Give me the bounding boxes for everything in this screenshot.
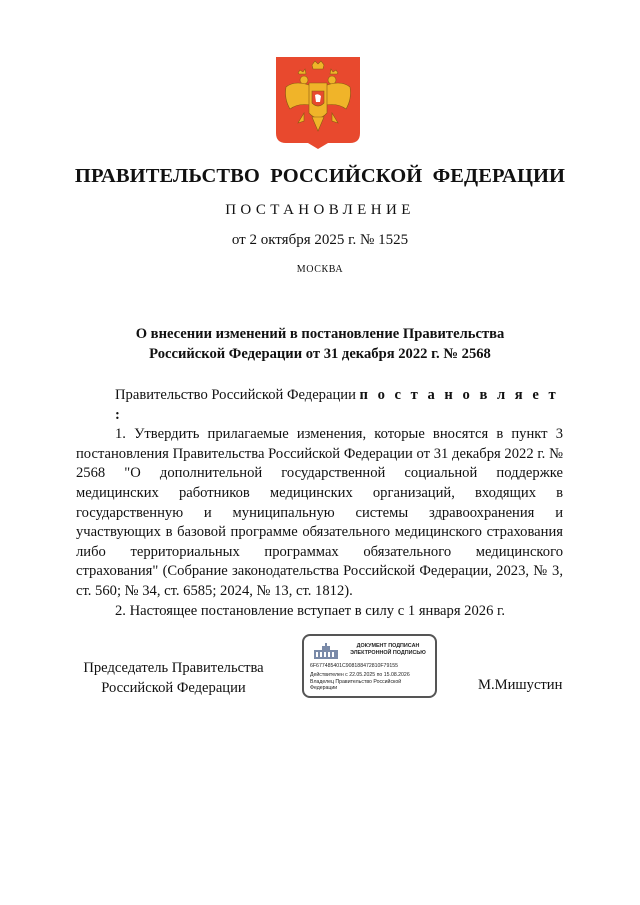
stamp-owner-line-2: Федерации bbox=[310, 685, 338, 691]
item-1-paragraph: 1. Утвердить прилагаемые изменения, которые вносятся в пункт 3 постановления Правительства Российской Федерации от 31 декабря 2022 г. № 2568 "О дополнительной государственной социальной поддержке медицинских работников медицинских организаций, входящих в государственную и муниципальную системы здравоохранения и участвующих в базовой программе обязательного медицинского страхования либо территориальных программах обязательного медицинского страхования" (Собрание законодательства Российской Федерации, 2023, № 3, ст. 560; № 34, ст. 6585; 2024, № 13, ст. 1812). bbox=[76, 426, 563, 599]
resolves-word: п о с т а н о в л я е т : bbox=[115, 387, 559, 423]
resolves-paragraph bbox=[76, 386, 563, 425]
document-body bbox=[76, 386, 563, 621]
item-2-paragraph: 2. Настоящее постановление вступает в силу с 1 января 2026 г. bbox=[115, 602, 505, 619]
signatory-position-line-2: Российской Федерации bbox=[101, 680, 246, 696]
resolves-prefix: Правительство Российской Федерации bbox=[115, 387, 360, 403]
signatory-name: М.Мишустин bbox=[478, 677, 563, 693]
stamp-validity: Действителен с 22.05.2025 по 15.08.2026 bbox=[310, 672, 410, 678]
signatory-position-line-1: Председатель Правительства bbox=[83, 660, 264, 676]
stamp-title bbox=[342, 643, 434, 657]
government-title: ПРАВИТЕЛЬСТВО РОССИЙСКОЙ ФЕДЕРАЦИИ bbox=[74, 165, 566, 187]
electronic-signature-stamp bbox=[302, 634, 437, 698]
document-subject bbox=[80, 324, 560, 364]
subject-line-1: О внесении изменений в постановление Правительства bbox=[135, 326, 505, 342]
document-date-number: от 2 октября 2025 г. № 1525 bbox=[231, 232, 409, 248]
stamp-title-line-2: ЭЛЕКТРОННОЙ ПОДПИСЬЮ bbox=[350, 650, 426, 656]
stamp-owner-line-1: Владелец Правительство Российской bbox=[310, 679, 402, 685]
document-type: ПОСТАНОВЛЕНИЕ bbox=[225, 202, 415, 218]
government-building-icon bbox=[312, 643, 340, 660]
signatory-position bbox=[76, 658, 271, 698]
stamp-title-line-1: ДОКУМЕНТ ПОДПИСАН bbox=[356, 643, 420, 649]
coat-of-arms-icon bbox=[276, 57, 360, 149]
stamp-certificate: 6F677485401C908188472810F79155 bbox=[310, 663, 398, 669]
subject-line-2: Российской Федерации от 31 декабря 2022 г. № 2568 bbox=[149, 346, 491, 362]
document-city: МОСКВА bbox=[296, 264, 344, 275]
